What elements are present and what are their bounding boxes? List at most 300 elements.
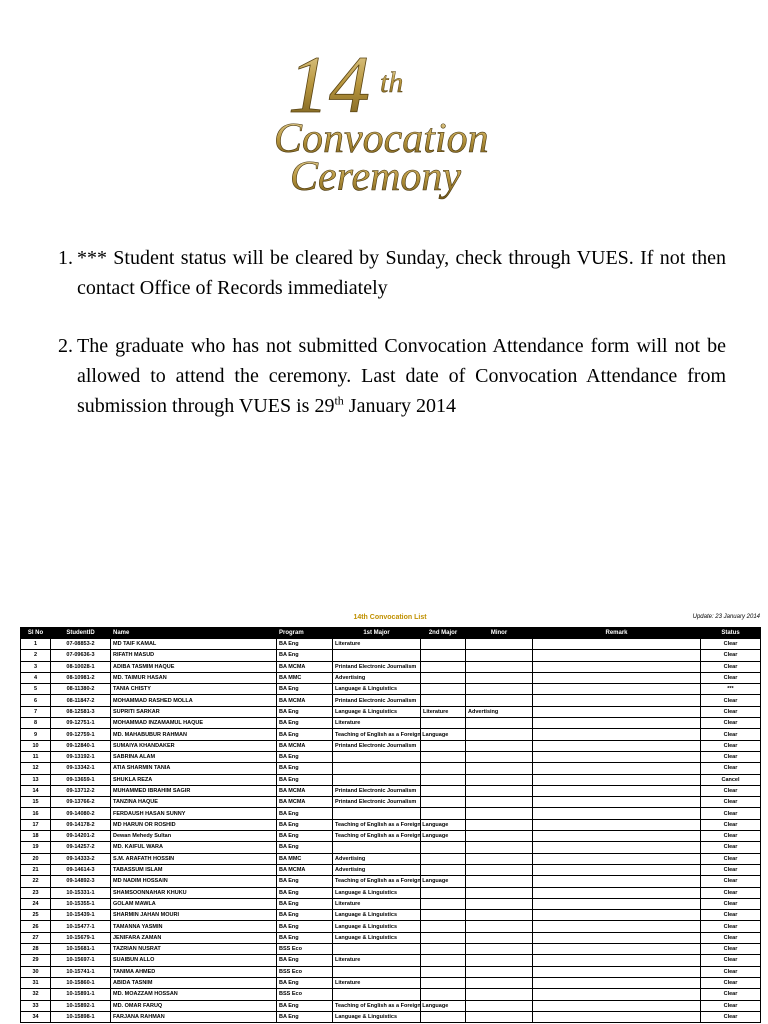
cell-student-id: 08-12581-3 bbox=[51, 706, 111, 717]
cell-program: BA Eng bbox=[277, 932, 333, 943]
table-row bbox=[21, 955, 761, 966]
column-header-serial: Sl No bbox=[21, 628, 51, 639]
table-row bbox=[21, 977, 761, 988]
cell-name: SHARMIN JAHAN MOURI bbox=[111, 910, 277, 921]
cell-name: SHUKLA REZA bbox=[111, 774, 277, 785]
cell-program: BA MMC bbox=[277, 672, 333, 683]
notice-item-2 bbox=[58, 331, 726, 421]
cell-name: TAZRIAN NUSRAT bbox=[111, 944, 277, 955]
cell-status: Clear bbox=[701, 876, 761, 887]
table-row bbox=[21, 944, 761, 955]
cell-major1: Literature bbox=[333, 718, 421, 729]
cell-major2 bbox=[421, 910, 466, 921]
cell-student-id: 09-12759-1 bbox=[51, 729, 111, 740]
cell-minor bbox=[466, 898, 533, 909]
cell-major2 bbox=[421, 842, 466, 853]
cell-major1: Printand Electronic Journalism bbox=[333, 661, 421, 672]
table-row bbox=[21, 661, 761, 672]
cell-serial: 23 bbox=[21, 887, 51, 898]
cell-remark bbox=[533, 695, 701, 706]
cell-status: Clear bbox=[701, 842, 761, 853]
table-row bbox=[21, 684, 761, 695]
cell-program: BA Eng bbox=[277, 763, 333, 774]
cell-student-id: 10-15697-1 bbox=[51, 955, 111, 966]
cell-minor bbox=[466, 1011, 533, 1022]
table-row bbox=[21, 718, 761, 729]
cell-status: Clear bbox=[701, 763, 761, 774]
table-row bbox=[21, 785, 761, 796]
cell-name: MUHAMMED IBRAHIM SAGIR bbox=[111, 785, 277, 796]
cell-serial: 14 bbox=[21, 785, 51, 796]
cell-status: Clear bbox=[701, 910, 761, 921]
cell-name: Dewan Mehedy Sultan bbox=[111, 831, 277, 842]
cell-student-id: 09-14892-3 bbox=[51, 876, 111, 887]
cell-program: BA MCMA bbox=[277, 864, 333, 875]
cell-major2 bbox=[421, 853, 466, 864]
cell-major2 bbox=[421, 639, 466, 650]
table-row bbox=[21, 751, 761, 762]
cell-major1 bbox=[333, 842, 421, 853]
cell-minor bbox=[466, 944, 533, 955]
cell-program: BA Eng bbox=[277, 639, 333, 650]
cell-status: Clear bbox=[701, 751, 761, 762]
cell-major1: Teaching of English as a Foreign Language bbox=[333, 729, 421, 740]
cell-status: Clear bbox=[701, 887, 761, 898]
cell-status: Clear bbox=[701, 819, 761, 830]
cell-remark bbox=[533, 672, 701, 683]
cell-minor bbox=[466, 989, 533, 1000]
cell-remark bbox=[533, 797, 701, 808]
cell-program: BA MCMA bbox=[277, 797, 333, 808]
cell-minor bbox=[466, 955, 533, 966]
cell-minor bbox=[466, 650, 533, 661]
cell-remark bbox=[533, 661, 701, 672]
cell-minor bbox=[466, 831, 533, 842]
cell-minor bbox=[466, 729, 533, 740]
cell-student-id: 08-10028-1 bbox=[51, 661, 111, 672]
cell-minor bbox=[466, 684, 533, 695]
cell-name: MD HARUN OR ROSHID bbox=[111, 819, 277, 830]
cell-program: BA Eng bbox=[277, 751, 333, 762]
cell-program: BA Eng bbox=[277, 650, 333, 661]
cell-major2 bbox=[421, 955, 466, 966]
cell-major2 bbox=[421, 977, 466, 988]
cell-program: BA Eng bbox=[277, 921, 333, 932]
cell-remark bbox=[533, 774, 701, 785]
cell-major2 bbox=[421, 684, 466, 695]
cell-major1 bbox=[333, 751, 421, 762]
cell-major2 bbox=[421, 944, 466, 955]
cell-student-id: 10-15891-1 bbox=[51, 989, 111, 1000]
cell-remark bbox=[533, 921, 701, 932]
cell-name: TANIA CHISTY bbox=[111, 684, 277, 695]
cell-status: Clear bbox=[701, 955, 761, 966]
cell-student-id: 09-13659-1 bbox=[51, 774, 111, 785]
cell-minor bbox=[466, 661, 533, 672]
cell-serial: 32 bbox=[21, 989, 51, 1000]
cell-status: Clear bbox=[701, 853, 761, 864]
cell-major2 bbox=[421, 1011, 466, 1022]
cell-student-id: 08-11847-2 bbox=[51, 695, 111, 706]
cell-remark bbox=[533, 740, 701, 751]
cell-major2 bbox=[421, 989, 466, 1000]
cell-minor bbox=[466, 819, 533, 830]
cell-minor bbox=[466, 921, 533, 932]
cell-student-id: 10-15679-1 bbox=[51, 932, 111, 943]
cell-program: BA Eng bbox=[277, 977, 333, 988]
cell-remark bbox=[533, 932, 701, 943]
cell-status: Clear bbox=[701, 661, 761, 672]
table-row bbox=[21, 706, 761, 717]
cell-serial: 24 bbox=[21, 898, 51, 909]
cell-program: BA Eng bbox=[277, 831, 333, 842]
cell-major2 bbox=[421, 921, 466, 932]
cell-student-id: 10-15898-1 bbox=[51, 1011, 111, 1022]
cell-major1 bbox=[333, 774, 421, 785]
table-header-row bbox=[21, 628, 761, 639]
cell-name: ADIBA TASMIM HAQUE bbox=[111, 661, 277, 672]
cell-program: BA MCMA bbox=[277, 740, 333, 751]
cell-name: MD. MOAZZAM HOSSAN bbox=[111, 989, 277, 1000]
cell-status: Clear bbox=[701, 977, 761, 988]
cell-student-id: 10-15439-1 bbox=[51, 910, 111, 921]
cell-minor bbox=[466, 977, 533, 988]
cell-major2 bbox=[421, 864, 466, 875]
cell-program: BA MCMA bbox=[277, 661, 333, 672]
cell-serial: 17 bbox=[21, 819, 51, 830]
cell-status: Clear bbox=[701, 1000, 761, 1011]
cell-status: Clear bbox=[701, 989, 761, 1000]
cell-student-id: 09-14333-2 bbox=[51, 853, 111, 864]
cell-status: Clear bbox=[701, 797, 761, 808]
table-row bbox=[21, 898, 761, 909]
cell-program: BA Eng bbox=[277, 898, 333, 909]
cell-major1: Literature bbox=[333, 955, 421, 966]
cell-student-id: 10-15331-1 bbox=[51, 887, 111, 898]
cell-student-id: 09-13342-1 bbox=[51, 763, 111, 774]
table-row bbox=[21, 1000, 761, 1011]
cell-remark bbox=[533, 910, 701, 921]
logo-number: 14 bbox=[288, 39, 370, 130]
cell-program: BA MCMA bbox=[277, 695, 333, 706]
column-header-program: Program bbox=[277, 628, 333, 639]
cell-serial: 18 bbox=[21, 831, 51, 842]
cell-student-id: 09-13712-2 bbox=[51, 785, 111, 796]
cell-serial: 16 bbox=[21, 808, 51, 819]
table-row bbox=[21, 921, 761, 932]
cell-student-id: 09-14257-2 bbox=[51, 842, 111, 853]
cell-serial: 19 bbox=[21, 842, 51, 853]
cell-program: BA Eng bbox=[277, 887, 333, 898]
cell-major1: Language & Linguistics bbox=[333, 1011, 421, 1022]
cell-student-id: 09-13192-1 bbox=[51, 751, 111, 762]
cell-serial: 12 bbox=[21, 763, 51, 774]
cell-student-id: 08-10981-2 bbox=[51, 672, 111, 683]
cell-major1: Literature bbox=[333, 977, 421, 988]
notice-superscript: th bbox=[334, 393, 344, 408]
table-row bbox=[21, 966, 761, 977]
cell-serial: 5 bbox=[21, 684, 51, 695]
cell-name: MOHAMMAD INZAMAMUL HAQUE bbox=[111, 718, 277, 729]
cell-major1: Advertising bbox=[333, 853, 421, 864]
cell-major1: Teaching of English as a Foreign Language bbox=[333, 876, 421, 887]
cell-remark bbox=[533, 977, 701, 988]
table-row bbox=[21, 989, 761, 1000]
column-header-status: Status bbox=[701, 628, 761, 639]
cell-minor bbox=[466, 785, 533, 796]
cell-remark bbox=[533, 706, 701, 717]
cell-status: Clear bbox=[701, 695, 761, 706]
cell-program: BA Eng bbox=[277, 684, 333, 695]
cell-name: JENIFARA ZAMAN bbox=[111, 932, 277, 943]
cell-serial: 27 bbox=[21, 932, 51, 943]
cell-minor bbox=[466, 887, 533, 898]
cell-minor bbox=[466, 808, 533, 819]
cell-major2 bbox=[421, 763, 466, 774]
cell-major1: Teaching of English as a Foreign Language bbox=[333, 831, 421, 842]
logo-line2: Ceremony bbox=[290, 154, 462, 200]
cell-remark bbox=[533, 763, 701, 774]
cell-major1: Language & Linguistics bbox=[333, 887, 421, 898]
cell-status: Clear bbox=[701, 932, 761, 943]
table-row bbox=[21, 695, 761, 706]
cell-major2 bbox=[421, 695, 466, 706]
cell-name: SUAIBUN ALLO bbox=[111, 955, 277, 966]
cell-name: SABRINA ALAM bbox=[111, 751, 277, 762]
cell-remark bbox=[533, 898, 701, 909]
cell-program: BSS Eco bbox=[277, 966, 333, 977]
cell-name: MD. MAHABUBUR RAHMAN bbox=[111, 729, 277, 740]
cell-status: Clear bbox=[701, 864, 761, 875]
cell-remark bbox=[533, 729, 701, 740]
cell-status: Clear bbox=[701, 966, 761, 977]
cell-major1: Language & Linguistics bbox=[333, 932, 421, 943]
cell-serial: 22 bbox=[21, 876, 51, 887]
cell-remark bbox=[533, 853, 701, 864]
notice-number: 2. bbox=[58, 335, 73, 357]
table-row bbox=[21, 1011, 761, 1022]
cell-name: FARJANA RAHMAN bbox=[111, 1011, 277, 1022]
cell-serial: 4 bbox=[21, 672, 51, 683]
cell-remark bbox=[533, 650, 701, 661]
cell-serial: 28 bbox=[21, 944, 51, 955]
cell-minor bbox=[466, 672, 533, 683]
cell-status: Clear bbox=[701, 706, 761, 717]
cell-status: Clear bbox=[701, 729, 761, 740]
cell-major1 bbox=[333, 944, 421, 955]
cell-program: BA Eng bbox=[277, 706, 333, 717]
cell-student-id: 09-14614-3 bbox=[51, 864, 111, 875]
cell-status: Clear bbox=[701, 672, 761, 683]
cell-name: TABASSUM ISLAM bbox=[111, 864, 277, 875]
cell-name: MD. TAIMUR HASAN bbox=[111, 672, 277, 683]
cell-major2 bbox=[421, 661, 466, 672]
cell-serial: 8 bbox=[21, 718, 51, 729]
cell-student-id: 10-15681-1 bbox=[51, 944, 111, 955]
table-row bbox=[21, 819, 761, 830]
column-header-major1: 1st Major bbox=[333, 628, 421, 639]
cell-serial: 11 bbox=[21, 751, 51, 762]
table-row bbox=[21, 740, 761, 751]
table-row bbox=[21, 887, 761, 898]
cell-name: TANZINA HAQUE bbox=[111, 797, 277, 808]
cell-serial: 3 bbox=[21, 661, 51, 672]
cell-remark bbox=[533, 808, 701, 819]
cell-serial: 1 bbox=[21, 639, 51, 650]
cell-remark bbox=[533, 1011, 701, 1022]
notice-text-part: January 2014 bbox=[343, 395, 456, 417]
cell-serial: 26 bbox=[21, 921, 51, 932]
cell-serial: 34 bbox=[21, 1011, 51, 1022]
table-row bbox=[21, 650, 761, 661]
cell-major1: Language & Linguistics bbox=[333, 684, 421, 695]
cell-major2 bbox=[421, 966, 466, 977]
convocation-logo-graphic bbox=[268, 34, 508, 204]
cell-student-id: 10-15741-1 bbox=[51, 966, 111, 977]
column-header-student-id: StudentID bbox=[51, 628, 111, 639]
cell-name: TANIMA AHMED bbox=[111, 966, 277, 977]
cell-status: Clear bbox=[701, 831, 761, 842]
cell-program: BA MMC bbox=[277, 853, 333, 864]
notice-number: 1. bbox=[58, 247, 73, 269]
cell-status: Clear bbox=[701, 740, 761, 751]
cell-remark bbox=[533, 831, 701, 842]
cell-minor bbox=[466, 853, 533, 864]
cell-serial: 21 bbox=[21, 864, 51, 875]
cell-major1: Language & Linguistics bbox=[333, 921, 421, 932]
cell-student-id: 08-11380-2 bbox=[51, 684, 111, 695]
cell-program: BA Eng bbox=[277, 1000, 333, 1011]
table-row bbox=[21, 876, 761, 887]
cell-serial: 7 bbox=[21, 706, 51, 717]
cell-program: BA MCMA bbox=[277, 785, 333, 796]
cell-major2: Literature bbox=[421, 706, 466, 717]
cell-student-id: 10-15355-1 bbox=[51, 898, 111, 909]
cell-major1: Printand Electronic Journalism bbox=[333, 695, 421, 706]
cell-student-id: 09-12751-1 bbox=[51, 718, 111, 729]
cell-program: BA Eng bbox=[277, 819, 333, 830]
cell-remark bbox=[533, 639, 701, 650]
cell-name: S.M. ARAFATH HOSSIN bbox=[111, 853, 277, 864]
table-row bbox=[21, 763, 761, 774]
cell-remark bbox=[533, 751, 701, 762]
cell-name: GOLAM MAWLA bbox=[111, 898, 277, 909]
cell-name: MD. KAIFUL WARA bbox=[111, 842, 277, 853]
column-header-name: Name bbox=[111, 628, 277, 639]
cell-major1: Literature bbox=[333, 639, 421, 650]
cell-serial: 20 bbox=[21, 853, 51, 864]
cell-major2 bbox=[421, 785, 466, 796]
cell-student-id: 09-12840-1 bbox=[51, 740, 111, 751]
cell-remark bbox=[533, 944, 701, 955]
cell-major2 bbox=[421, 887, 466, 898]
cell-program: BA Eng bbox=[277, 718, 333, 729]
cell-name: MD. OMAR FARUQ bbox=[111, 1000, 277, 1011]
cell-status: Clear bbox=[701, 898, 761, 909]
cell-status: Cancel bbox=[701, 774, 761, 785]
cell-serial: 15 bbox=[21, 797, 51, 808]
cell-minor bbox=[466, 763, 533, 774]
cell-student-id: 09-14201-2 bbox=[51, 831, 111, 842]
cell-student-id: 10-15860-1 bbox=[51, 977, 111, 988]
cell-student-id: 09-14080-2 bbox=[51, 808, 111, 819]
cell-minor bbox=[466, 718, 533, 729]
cell-program: BA Eng bbox=[277, 1011, 333, 1022]
cell-status: Clear bbox=[701, 639, 761, 650]
cell-major1: Advertising bbox=[333, 672, 421, 683]
cell-major2 bbox=[421, 672, 466, 683]
cell-program: BA Eng bbox=[277, 842, 333, 853]
cell-major1 bbox=[333, 650, 421, 661]
cell-serial: 6 bbox=[21, 695, 51, 706]
cell-remark bbox=[533, 842, 701, 853]
cell-major1: Language & Linguistics bbox=[333, 910, 421, 921]
cell-serial: 13 bbox=[21, 774, 51, 785]
cell-status: *** bbox=[701, 684, 761, 695]
cell-name: SUPRITI SARKAR bbox=[111, 706, 277, 717]
column-header-minor: Minor bbox=[466, 628, 533, 639]
cell-major1: Literature bbox=[333, 898, 421, 909]
cell-status: Clear bbox=[701, 718, 761, 729]
list-update-date: Update: 23 January 2014 bbox=[692, 614, 760, 620]
cell-status: Clear bbox=[701, 808, 761, 819]
cell-major2 bbox=[421, 932, 466, 943]
cell-minor bbox=[466, 910, 533, 921]
cell-major2 bbox=[421, 774, 466, 785]
cell-major2 bbox=[421, 898, 466, 909]
cell-major1: Teaching of English as a Foreign Language bbox=[333, 1000, 421, 1011]
cell-major2 bbox=[421, 718, 466, 729]
cell-program: BSS Eco bbox=[277, 989, 333, 1000]
table-row bbox=[21, 853, 761, 864]
cell-minor bbox=[466, 774, 533, 785]
list-header bbox=[20, 613, 760, 627]
table-row bbox=[21, 729, 761, 740]
cell-student-id: 10-15477-1 bbox=[51, 921, 111, 932]
cell-status: Clear bbox=[701, 785, 761, 796]
notice-item-1 bbox=[58, 243, 726, 303]
cell-major2 bbox=[421, 740, 466, 751]
convocation-table bbox=[20, 627, 761, 1023]
cell-minor bbox=[466, 695, 533, 706]
cell-name: SHAMSOONNAHAR KHUKU bbox=[111, 887, 277, 898]
cell-status: Clear bbox=[701, 944, 761, 955]
table-row bbox=[21, 910, 761, 921]
cell-program: BSS Eco bbox=[277, 944, 333, 955]
cell-serial: 25 bbox=[21, 910, 51, 921]
table-row bbox=[21, 808, 761, 819]
cell-major2 bbox=[421, 808, 466, 819]
logo-suffix: th bbox=[380, 66, 404, 99]
cell-name: MD TAIF KAMAL bbox=[111, 639, 277, 650]
table-row bbox=[21, 672, 761, 683]
cell-name: FERDAUSH HASAN SUNNY bbox=[111, 808, 277, 819]
cell-remark bbox=[533, 864, 701, 875]
cell-minor: Advertising bbox=[466, 706, 533, 717]
cell-serial: 30 bbox=[21, 966, 51, 977]
cell-remark bbox=[533, 684, 701, 695]
cell-name: ABIDA TASNIM bbox=[111, 977, 277, 988]
table-row bbox=[21, 864, 761, 875]
cell-serial: 33 bbox=[21, 1000, 51, 1011]
table-row bbox=[21, 842, 761, 853]
cell-major1: Printand Electronic Journalism bbox=[333, 740, 421, 751]
cell-major2 bbox=[421, 751, 466, 762]
table-row bbox=[21, 639, 761, 650]
notice-text: *** Student status will be cleared by Sunday, check through VUES. If not then contact Office of Records immediately bbox=[77, 247, 726, 299]
cell-remark bbox=[533, 955, 701, 966]
cell-major1: Teaching of English as a Foreign Language bbox=[333, 819, 421, 830]
